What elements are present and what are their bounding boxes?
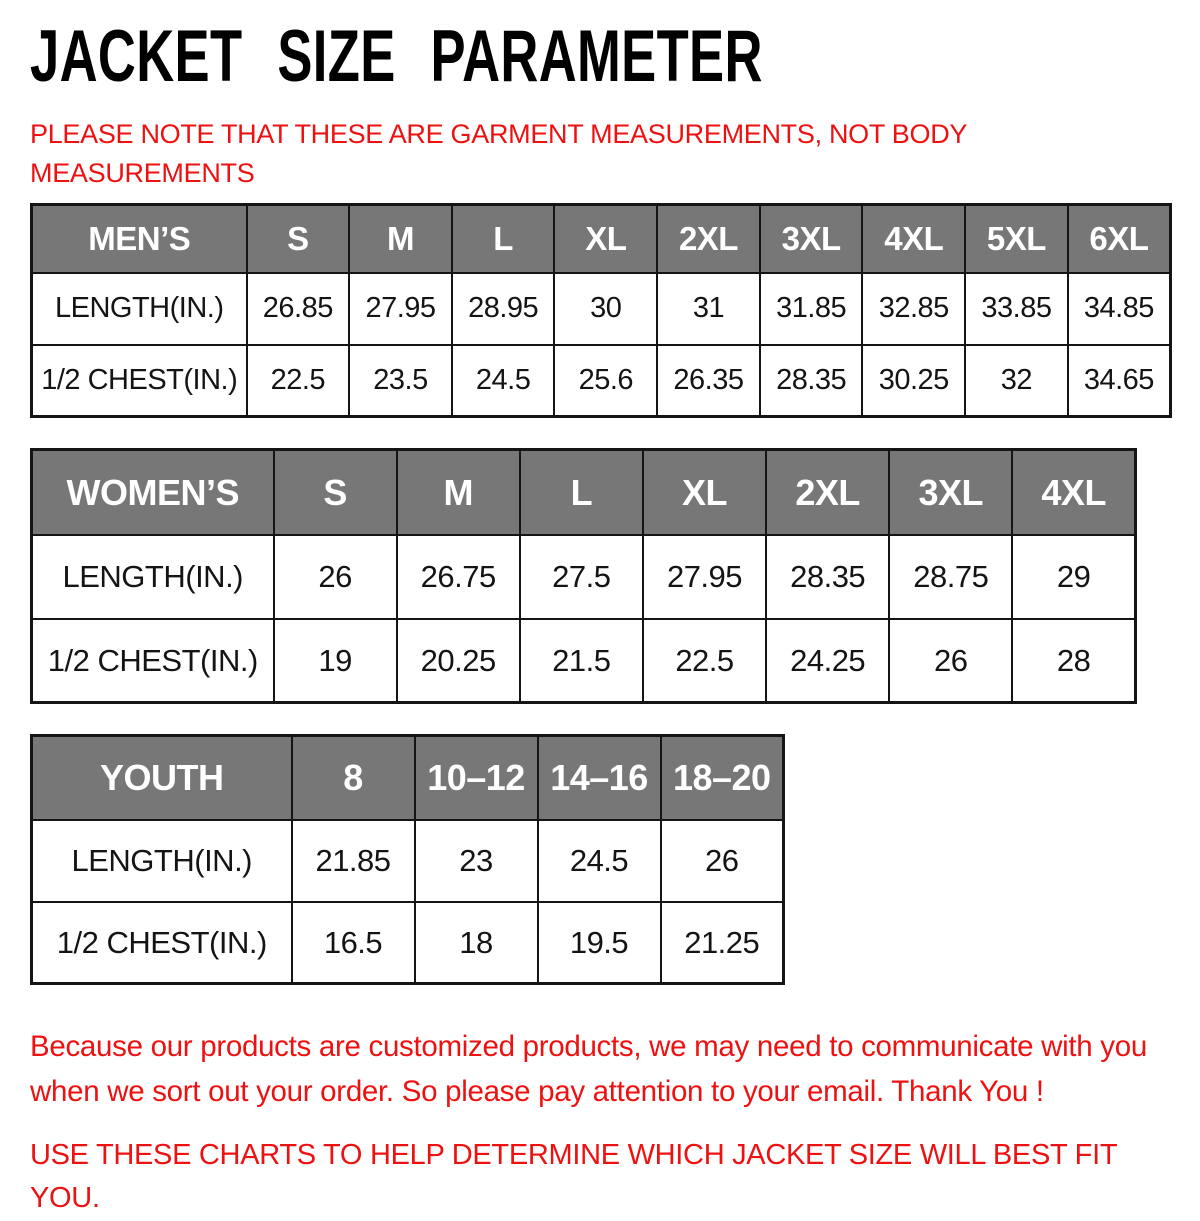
measurement-value-cell: 24.25 bbox=[766, 619, 889, 703]
measurement-value-cell: 23 bbox=[415, 820, 538, 902]
measurement-value-cell: 24.5 bbox=[452, 345, 555, 417]
measurement-row-label: 1/2 CHEST(IN.) bbox=[32, 619, 274, 703]
measurement-row-label: 1/2 CHEST(IN.) bbox=[32, 902, 292, 984]
measurement-value-cell: 26 bbox=[889, 619, 1012, 703]
measurement-value-cell: 24.5 bbox=[538, 820, 661, 902]
size-column-header: 3XL bbox=[889, 450, 1012, 535]
measurement-value-cell: 30.25 bbox=[862, 345, 965, 417]
measurement-value-cell: 22.5 bbox=[247, 345, 350, 417]
measurement-value-cell: 21.85 bbox=[292, 820, 415, 902]
measurement-value-cell: 28.35 bbox=[766, 535, 889, 619]
measurement-value-cell: 26.75 bbox=[397, 535, 520, 619]
size-column-header: 2XL bbox=[766, 450, 889, 535]
measurement-row-label: LENGTH(IN.) bbox=[32, 273, 247, 345]
measurement-value-cell: 21.25 bbox=[661, 902, 784, 984]
size-column-header: 10–12 bbox=[415, 736, 538, 820]
measurement-value-cell: 26.85 bbox=[247, 273, 350, 345]
size-column-header: 2XL bbox=[657, 205, 760, 273]
measurement-value-cell: 31.85 bbox=[760, 273, 863, 345]
size-header-row bbox=[32, 205, 1171, 273]
measurement-value-cell: 21.5 bbox=[520, 619, 643, 703]
size-column-header: 18–20 bbox=[661, 736, 784, 820]
size-column-header: 8 bbox=[292, 736, 415, 820]
measurement-value-cell: 26 bbox=[274, 535, 397, 619]
size-column-header: L bbox=[520, 450, 643, 535]
measurement-value-cell: 29 bbox=[1012, 535, 1135, 619]
size-header-row bbox=[32, 736, 784, 820]
measurement-value-cell: 26 bbox=[661, 820, 784, 902]
measurement-value-cell: 16.5 bbox=[292, 902, 415, 984]
measurement-value-cell: 28.95 bbox=[452, 273, 555, 345]
measurement-row-label: 1/2 CHEST(IN.) bbox=[32, 345, 247, 417]
size-column-header: L bbox=[452, 205, 555, 273]
size-column-header: M bbox=[397, 450, 520, 535]
size-column-header: S bbox=[247, 205, 350, 273]
custom-order-note: Because our products are customized products, we may need to communicate with you when we sort out your order. So please pay attention to your email. Thank You ! bbox=[30, 1030, 1147, 1108]
measurement-value-cell: 34.85 bbox=[1068, 273, 1171, 345]
size-table-youth bbox=[30, 734, 785, 985]
measurement-value-cell: 28.75 bbox=[889, 535, 1012, 619]
size-tables-container bbox=[0, 203, 1200, 985]
size-column-header: 14–16 bbox=[538, 736, 661, 820]
measurement-value-cell: 31 bbox=[657, 273, 760, 345]
measurement-row bbox=[32, 273, 1171, 345]
measurement-value-cell: 23.5 bbox=[349, 345, 452, 417]
measurement-value-cell: 20.25 bbox=[397, 619, 520, 703]
size-column-header: M bbox=[349, 205, 452, 273]
measurement-row bbox=[32, 345, 1171, 417]
measurement-value-cell: 27.95 bbox=[349, 273, 452, 345]
measurement-value-cell: 33.85 bbox=[965, 273, 1068, 345]
measurement-value-cell: 22.5 bbox=[643, 619, 766, 703]
size-column-header: 5XL bbox=[965, 205, 1068, 273]
measurement-row-label: LENGTH(IN.) bbox=[32, 535, 274, 619]
measurement-value-cell: 32.85 bbox=[862, 273, 965, 345]
size-column-header: S bbox=[274, 450, 397, 535]
size-column-header: 4XL bbox=[1012, 450, 1135, 535]
measurement-value-cell: 18 bbox=[415, 902, 538, 984]
measurement-value-cell: 25.6 bbox=[554, 345, 657, 417]
measurement-value-cell: 34.65 bbox=[1068, 345, 1171, 417]
size-column-header: XL bbox=[554, 205, 657, 273]
measurement-value-cell: 19 bbox=[274, 619, 397, 703]
size-table-mens bbox=[30, 203, 1172, 418]
measurement-row bbox=[32, 535, 1136, 619]
table-category-header: MEN’S bbox=[32, 205, 247, 273]
size-column-header: 4XL bbox=[862, 205, 965, 273]
table-category-header: WOMEN’S bbox=[32, 450, 274, 535]
chart-usage-note: USE THESE CHARTS TO HELP DETERMINE WHICH JACKET SIZE WILL BEST FIT YOU. bbox=[30, 1138, 1117, 1215]
garment-measurement-note: PLEASE NOTE THAT THESE ARE GARMENT MEASUREMENTS, NOT BODY MEASUREMENTS bbox=[30, 119, 967, 189]
measurement-value-cell: 19.5 bbox=[538, 902, 661, 984]
measurement-row bbox=[32, 902, 784, 984]
size-table-womens bbox=[30, 448, 1137, 704]
measurement-value-cell: 28 bbox=[1012, 619, 1135, 703]
measurement-value-cell: 32 bbox=[965, 345, 1068, 417]
table-category-header: YOUTH bbox=[32, 736, 292, 820]
measurement-value-cell: 28.35 bbox=[760, 345, 863, 417]
measurement-row bbox=[32, 619, 1136, 703]
size-column-header: XL bbox=[643, 450, 766, 535]
size-column-header: 3XL bbox=[760, 205, 863, 273]
measurement-value-cell: 27.95 bbox=[643, 535, 766, 619]
measurement-row bbox=[32, 820, 784, 902]
measurement-value-cell: 27.5 bbox=[520, 535, 643, 619]
size-header-row bbox=[32, 450, 1136, 535]
page-title: JACKET SIZE PARAMETER bbox=[30, 16, 763, 97]
size-column-header: 6XL bbox=[1068, 205, 1171, 273]
measurement-value-cell: 30 bbox=[554, 273, 657, 345]
measurement-value-cell: 26.35 bbox=[657, 345, 760, 417]
measurement-row-label: LENGTH(IN.) bbox=[32, 820, 292, 902]
